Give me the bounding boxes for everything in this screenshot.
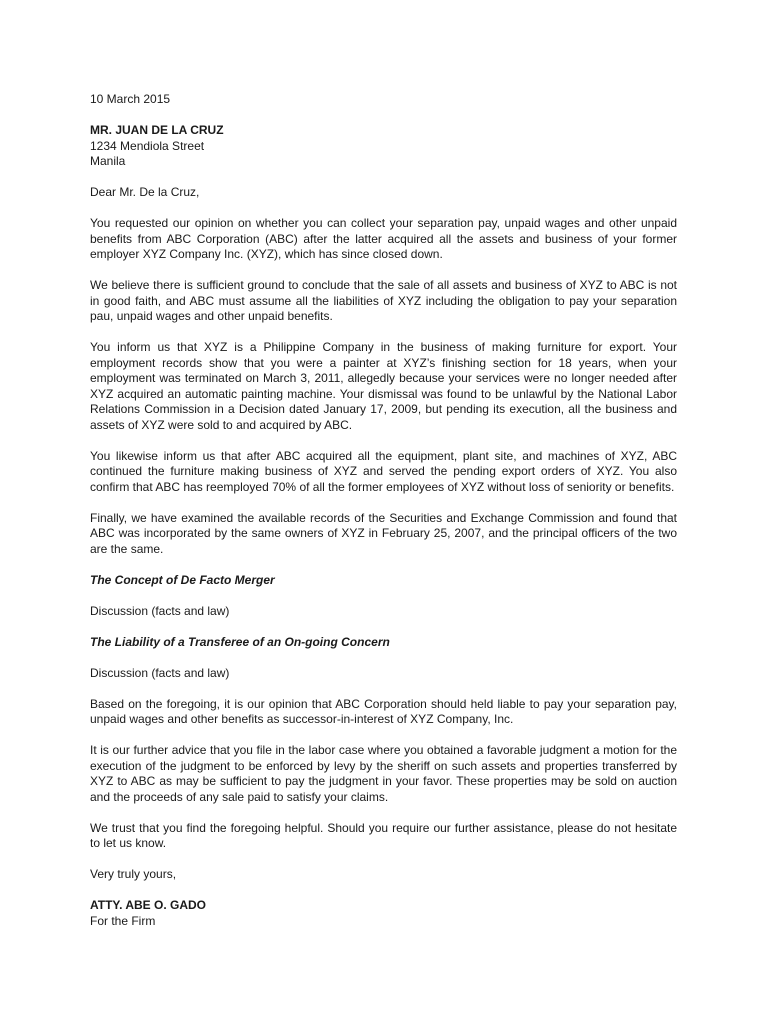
recipient-street: 1234 Mendiola Street <box>90 138 205 153</box>
paragraph-facts-sec: Finally, we have examined the available records of the Securities and Exchange Commission and found that ABC was incorporated by the same owners of XYZ in February 25, 2007, and the principal officers of the two are the same. <box>90 510 677 556</box>
paragraph-opinion: Based on the foregoing, it is our opinion that ABC Corporation should held liable to pay your separation pay, unpaid wages and other benefits as successor-in-interest of XYZ Company, Inc. <box>90 696 677 726</box>
paragraph-request: You requested our opinion on whether you can collect your separation pay, unpaid wages and other unpaid benefits from ABC Corporation (ABC) after the latter acquired all the assets and business of your former employer XYZ Company Inc. (XYZ), which has since closed down. <box>90 216 677 261</box>
recipient-city: Manila <box>90 154 126 168</box>
valediction: Very truly yours, <box>90 867 177 881</box>
section-body-transferee-liability: Discussion (facts and law) <box>90 665 230 680</box>
recipient-name: MR. JUAN DE LA CRUZ <box>90 123 224 137</box>
salutation: Dear Mr. De la Cruz, <box>90 185 200 199</box>
signatory-name: ATTY. ABE O. GADO <box>90 898 207 912</box>
section-heading-transferee-liability: The Liability of a Transferee of an On-going Concern <box>90 634 390 649</box>
recipient-block <box>90 123 677 170</box>
letter-date: 10 March 2015 <box>90 92 171 106</box>
paragraph-facts-employment: You inform us that XYZ is a Philippine Company in the business of making furniture for export. Your employment records show that you were a painter at XYZ’s finishing section for 18 years, when your employment was terminated on March 3, 2011, allegedly because your services were no longer needed after XYZ acquired an automatic painting machine. Your dismissal was found to be unlawful by the National Labor Relations Commission in a Decision dated January 17, 2009, but pending its execution, all the business and assets of XYZ were sold to and acquired by ABC. <box>90 340 677 432</box>
paragraph-advice: It is our further advice that you file in the labor case where you obtained a favorable judgment a motion for the execution of the judgment to be enforced by levy by the sheriff on such assets and properties transferred by XYZ to ABC as may be sufficient to pay the judgment in your favor. These properties may be sold on auction and the proceeds of any sale paid to satisfy your claims. <box>90 743 677 804</box>
section-heading-de-facto-merger: The Concept of De Facto Merger <box>90 572 275 587</box>
section-body-de-facto-merger: Discussion (facts and law) <box>90 603 230 618</box>
paragraph-conclusion: We believe there is sufficient ground to conclude that the sale of all assets and business of XYZ to ABC is not in good faith, and ABC must assume all the liabilities of XYZ including the obligation to pay your separation pau, unpaid wages and other unpaid benefits. <box>90 278 677 323</box>
letter <box>90 92 677 929</box>
paragraph-facts-acquisition: You likewise inform us that after ABC acquired all the equipment, plant site, and machines of XYZ, ABC continued the furniture making business of XYZ and served the pending export orders of XYZ. You also confirm that ABC has reemployed 70% of all the former employees of XYZ without loss of seniority or benefits. <box>90 448 677 494</box>
paragraph-closing: We trust that you find the foregoing helpful. Should you require our further assistance, please do not hesitate to let us know. <box>90 820 677 850</box>
signature-block <box>90 898 677 929</box>
signatory-firm: For the Firm <box>90 913 156 928</box>
